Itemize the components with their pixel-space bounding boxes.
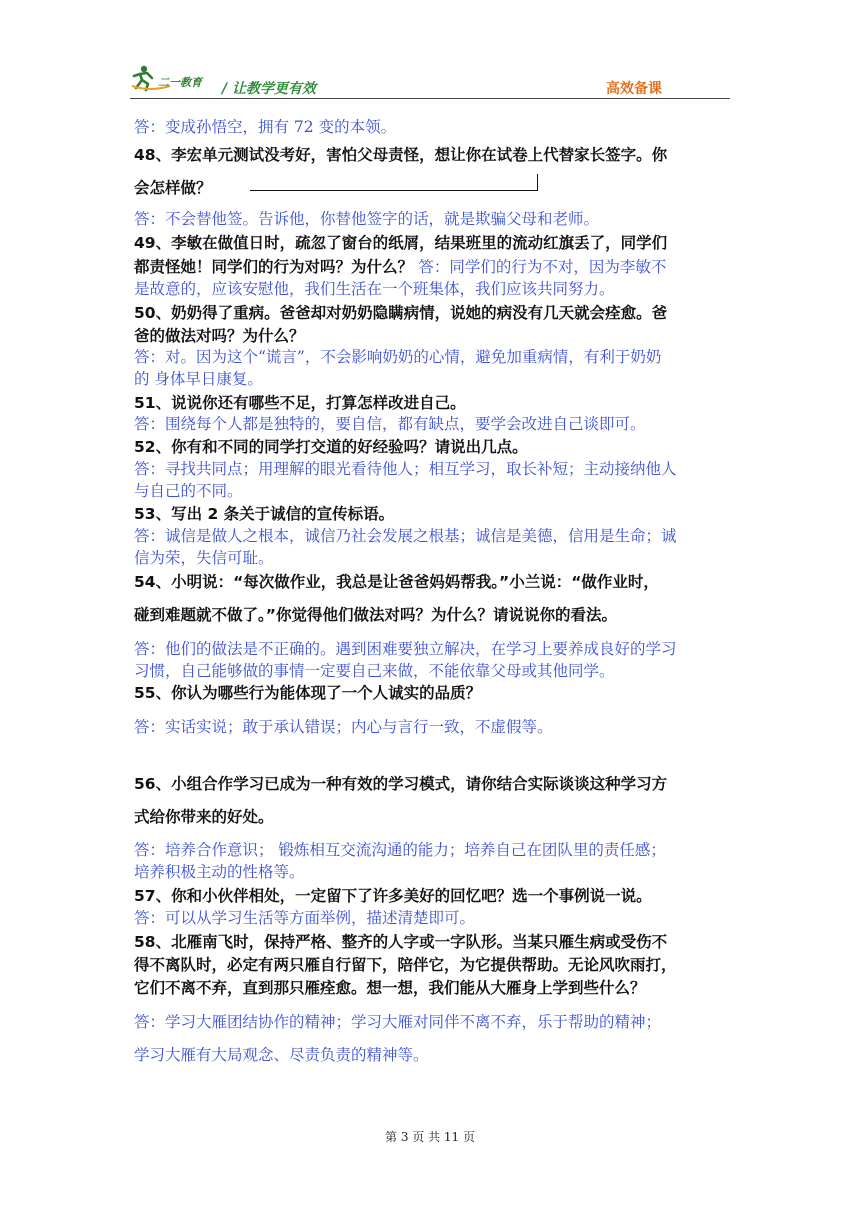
- answer-line: 习惯，自己能够做的事情一定要自己来做，不能依靠父母或其他同学。: [134, 662, 615, 680]
- answer-line: 答：实话实说；敢于承认错误；内心与言行一致，不虚假等。: [134, 718, 553, 736]
- answer-line: 答：他们的做法是不正确的。遇到困难要独立解决，在学习上要养成良好的学习: [134, 640, 677, 658]
- question-line: 碰到难题就不做了。”你觉得他们做法对吗？为什么？请说说你的看法。: [134, 606, 617, 624]
- answer-line: 与自己的不同。: [134, 482, 243, 500]
- answer-blank: [250, 190, 538, 191]
- answer-line: 答：变成孙悟空，拥有 72 变的本领。: [134, 118, 397, 136]
- question-line: 57、你和小伙伴相处，一定留下了许多美好的回忆吧？选一个事例说一说。: [134, 887, 652, 905]
- page-header: [130, 62, 730, 100]
- header-divider: [130, 98, 730, 99]
- header-right-label: 高效备课: [606, 81, 662, 97]
- answer-line: 答：诚信是做人之根本，诚信乃社会发展之根基；诚信是美德，信用是生命；诚: [134, 527, 677, 545]
- question-line: 55、你认为哪些行为能体现了一个人诚实的品质？: [134, 684, 482, 702]
- question-line: 53、写出 2 条关于诚信的宣传标语。: [134, 505, 395, 523]
- question-line: 56、小组合作学习已成为一种有效的学习模式，请你结合实际谈谈这种学习方: [134, 775, 668, 793]
- answer-blank-end: [537, 174, 538, 191]
- answer-line: 是故意的，应该安慰他，我们生活在一个班集体，我们应该共同努力。: [134, 280, 615, 298]
- answer-line: 学习大雁有大局观念、尽责负责的精神等。: [134, 1046, 429, 1064]
- brand-logo: [130, 62, 220, 94]
- question-line: 49、李敏在做值日时，疏忽了窗台的纸屑，结果班里的流动红旗丢了，同学们: [134, 234, 668, 252]
- question-line: 爸的做法对吗？为什么？: [134, 327, 305, 345]
- question-line: [134, 257, 666, 277]
- answer-line: 答：对。因为这个“谎言”，不会影响奶奶的心情，避免加重病情，有利于奶奶: [134, 348, 662, 366]
- question-line: 得不离队时，必定有两只雁自行留下，陪伴它，为它提供帮助。无论风吹雨打，: [134, 956, 677, 974]
- header-slogan: / 让教学更有效: [222, 81, 316, 97]
- question-line: 48、李宏单元测试没考好，害怕父母责怪，想让你在试卷上代替家长签字。你: [134, 146, 668, 164]
- answer-line: 答：不会替他签。告诉他，你替他签字的话，就是欺骗父母和老师。: [134, 210, 600, 228]
- inline-answer: 答：同学们的行为不对，因为李敏不: [418, 258, 667, 276]
- answer-line: 答：学习大雁团结协作的精神；学习大雁对同伴不离不弃，乐于帮助的精神；: [134, 1013, 662, 1031]
- question-line: 58、北雁南飞时，保持严格、整齐的人字或一字队形。当某只雁生病或受伤不: [134, 933, 668, 951]
- answer-line: 答：可以从学习生活等方面举例，描述清楚即可。: [134, 909, 476, 927]
- answer-line: 答：培养合作意识； 锻炼相互交流沟通的能力；培养自己在团队里的责任感；: [134, 841, 666, 859]
- question-line: 它们不离不弃，直到那只雁痊愈。想一想，我们能从大雁身上学到些什么？: [134, 979, 646, 997]
- answer-line: 信为荣，失信可耻。: [134, 549, 274, 567]
- question-line: 51、说说你还有哪些不足，打算怎样改进自己。: [134, 394, 466, 412]
- question-line: 54、小明说：“每次做作业，我总是让爸爸妈妈帮我。”小兰说：“做作业时，: [134, 573, 659, 591]
- answer-line: 的 身体早日康复。: [134, 370, 263, 388]
- question-line: 52、你有和不同的同学打交道的好经验吗？请说出几点。: [134, 438, 528, 456]
- question-text: 都责怪她！同学们的行为对吗？为什么？: [134, 258, 414, 276]
- question-line: 50、奶奶得了重病。爸爸却对奶奶隐瞒病情，说她的病没有几天就会痊愈。爸: [134, 304, 668, 322]
- page-footer: 第 3 页 共 11 页: [385, 1130, 475, 1144]
- logo-text: 二一教育: [158, 76, 202, 89]
- question-line: 会怎样做？: [134, 179, 212, 197]
- answer-line: 答：寻找共同点；用理解的眼光看待他人；相互学习，取长补短；主动接纳他人: [134, 460, 677, 478]
- answer-line: 答：围绕每个人都是独特的，要自信，都有缺点，要学会改进自己谈即可。: [134, 415, 646, 433]
- question-line: 式给你带来的好处。: [134, 808, 274, 826]
- answer-line: 培养积极主动的性格等。: [134, 863, 305, 881]
